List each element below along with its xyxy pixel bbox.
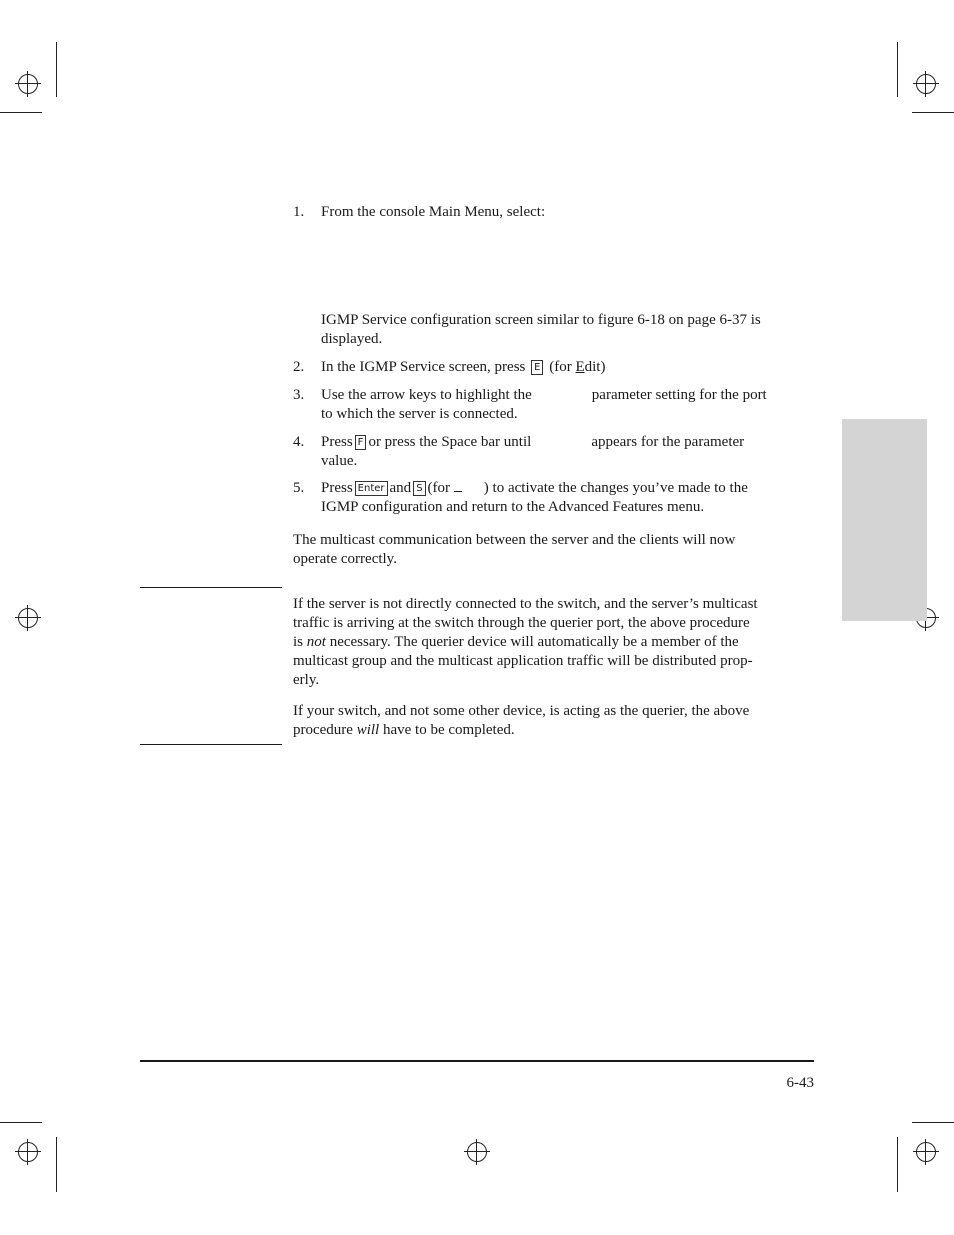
note-p2-line2-pre: procedure	[293, 722, 353, 738]
step-3-text-after: parameter setting for the port	[591, 387, 767, 403]
crop-mark	[897, 42, 898, 97]
step-3-text: Use the arrow keys to highlight the	[321, 387, 532, 403]
note-p2-line1: If your switch, and not some other device, is acting as the querier, the above	[293, 703, 750, 719]
step-1-text-line3: displayed.	[321, 331, 383, 347]
step-number: 5.	[293, 480, 305, 496]
step-5-and: and	[389, 480, 412, 496]
note-paragraph-1	[293, 595, 818, 690]
step-number: 2.	[293, 359, 305, 375]
registration-mark-icon	[15, 71, 41, 97]
edit-word-rest: dit)	[584, 359, 606, 375]
step-number: 1.	[293, 204, 305, 220]
step-5-text-line2: IGMP configuration and return to the Advanced Features menu.	[321, 499, 705, 515]
step-2-text: In the IGMP Service screen, press	[321, 359, 526, 375]
chapter-thumb-tab	[842, 419, 927, 621]
page-number: 6-43	[786, 1075, 814, 1091]
crop-mark	[0, 112, 42, 113]
footer-rule	[140, 1060, 814, 1062]
crop-mark	[897, 1137, 898, 1192]
key-cap-f: F	[355, 435, 367, 450]
step-number: 3.	[293, 387, 305, 403]
step-1-text: From the console Main Menu, select:	[321, 204, 546, 220]
crop-mark	[56, 1137, 57, 1192]
step-4-text-line2: value.	[321, 453, 358, 469]
crop-mark	[56, 42, 57, 97]
note-p1-line2: traffic is arriving at the switch through the querier port, the above procedure	[293, 615, 750, 631]
registration-mark-icon	[15, 605, 41, 631]
step-2-for: (for	[549, 359, 572, 375]
edit-hotkey-letter: E	[575, 359, 585, 375]
conclusion-line1: The multicast communication between the server and the clients will now	[293, 532, 736, 548]
note-paragraph-2	[293, 702, 818, 740]
step-4-text: Press	[321, 434, 353, 450]
note-p1-line3-pre: is	[293, 634, 304, 650]
note-top-rule	[140, 587, 282, 588]
note-p1-line1: If the server is not directly connected to the switch, and the server’s multicast	[293, 596, 758, 612]
step-5-for: (for	[427, 480, 451, 496]
registration-mark-icon	[15, 1139, 41, 1165]
step-3-text-line2: to which the server is connected.	[321, 406, 518, 422]
registration-mark-icon	[913, 71, 939, 97]
note-p1-line4: multicast group and the multicast application traffic will be distributed prop-	[293, 653, 753, 669]
note-p1-line3-post: necessary. The querier device will automatically be a member of the	[329, 634, 739, 650]
registration-mark-icon	[913, 1139, 939, 1165]
crop-mark	[912, 1122, 954, 1123]
key-cap-e: E	[531, 360, 543, 375]
note-emphasis-will: will	[356, 722, 380, 738]
conclusion-line2: operate correctly.	[293, 551, 397, 567]
key-cap-s: S	[413, 481, 425, 496]
key-cap-enter: Enter	[355, 481, 388, 496]
step-4-text-after: appears for the parameter	[591, 434, 745, 450]
step-5-text: Press	[321, 480, 353, 496]
note-p2-line2-post: have to be completed.	[382, 722, 515, 738]
note-p1-line5: erly.	[293, 672, 320, 688]
conclusion-paragraph	[293, 531, 818, 569]
step-1-text-line2: IGMP Service configuration screen similar to figure 6-18 on page 6-37 is	[321, 312, 761, 328]
registration-mark-icon	[464, 1139, 490, 1165]
step-5-text-after: ) to activate the changes you’ve made to the	[483, 480, 748, 496]
crop-mark	[0, 1122, 42, 1123]
step-number: 4.	[293, 434, 305, 450]
step-4-text-mid: or press the Space bar until	[368, 434, 532, 450]
crop-mark	[912, 112, 954, 113]
note-emphasis-not: not	[306, 634, 326, 650]
note-bottom-rule	[140, 744, 282, 745]
